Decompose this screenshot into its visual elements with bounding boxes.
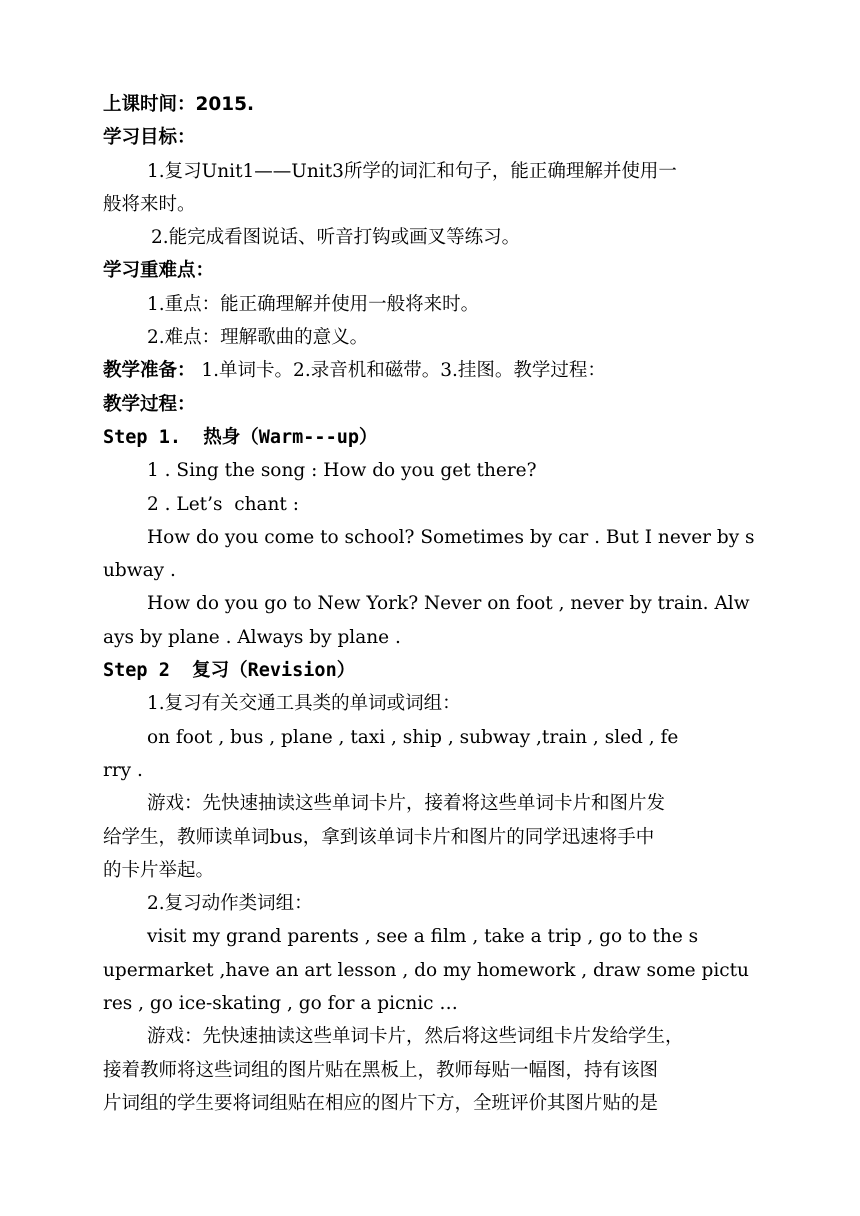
keypoint-1: 1.重点：能正确理解并使用一般将来时。 bbox=[147, 293, 480, 315]
preparation-label: 教学准备： bbox=[103, 360, 196, 382]
game-2-line-1: 游戏：先快速抽读这些单词卡片，然后将这些词组卡片发给学生， bbox=[147, 1026, 684, 1048]
transport-words-a: on foot , bus , plane , taxi , ship , subway ,train , sled , fe bbox=[147, 726, 679, 748]
class-time: 上课时间：2015. bbox=[103, 94, 255, 115]
preparation-text: 1.单词卡。2.录音机和磁带。3.挂图。教学过程： bbox=[195, 360, 606, 382]
phrases-b: upermarket ,have an art lesson , do my homework , draw some pictu bbox=[103, 959, 749, 981]
process-heading: 教学过程： bbox=[103, 393, 196, 415]
step-1-item-2: 2 . Let’s chant : bbox=[147, 493, 299, 515]
goals-heading: 学习目标： bbox=[103, 127, 196, 149]
preparation-line bbox=[103, 354, 760, 387]
phrases-a: visit my grand parents , see a film , take a trip , go to the s bbox=[147, 926, 699, 948]
step-2-item-2: 2.复习动作类词组： bbox=[147, 893, 313, 915]
goal-1-line-1: 1.复习Unit1——Unit3所学的词汇和句子，能正确理解并使用一 bbox=[147, 160, 677, 182]
chant-line-2b: ays by plane . Always by plane . bbox=[103, 626, 401, 648]
goal-2: 2.能完成看图说话、听音打钩或画叉等练习。 bbox=[151, 227, 521, 249]
game-1-line-3: 的卡片举起。 bbox=[103, 859, 215, 881]
transport-words-b: rry . bbox=[103, 759, 143, 781]
keypoint-2: 2.难点：理解歌曲的意义。 bbox=[147, 327, 369, 349]
game-2-line-3: 片词组的学生要将词组贴在相应的图片下方，全班评价其图片贴的是 bbox=[103, 1092, 659, 1114]
game-2-line-2: 接着教师将这些词组的图片贴在黑板上，教师每贴一幅图，持有该图 bbox=[103, 1059, 659, 1081]
step-1-heading: Step 1. 热身（Warm---up） bbox=[103, 426, 378, 448]
phrases-c: res , go ice-skating , go for a picnic … bbox=[103, 993, 458, 1015]
goal-1-line-2: 般将来时。 bbox=[103, 193, 196, 215]
game-1-line-2: 给学生，教师读单词bus，拿到该单词卡片和图片的同学迅速将手中 bbox=[103, 826, 655, 848]
chant-line-1b: ubway . bbox=[103, 560, 176, 582]
step-2-item-1: 1.复习有关交通工具类的单词或词组： bbox=[147, 693, 461, 715]
keypoints-heading: 学习重难点： bbox=[103, 260, 215, 282]
step-2-heading: Step 2 复习（Revision） bbox=[103, 660, 356, 682]
chant-line-1a: How do you come to school? Sometimes by car . But I never by s bbox=[147, 526, 755, 548]
chant-line-2a: How do you go to New York? Never on foot , never by train. Alw bbox=[147, 593, 750, 615]
game-1-line-1: 游戏：先快速抽读这些单词卡片，接着将这些单词卡片和图片发 bbox=[147, 793, 666, 815]
step-1-item-1: 1 . Sing the song : How do you get there? bbox=[147, 460, 537, 482]
